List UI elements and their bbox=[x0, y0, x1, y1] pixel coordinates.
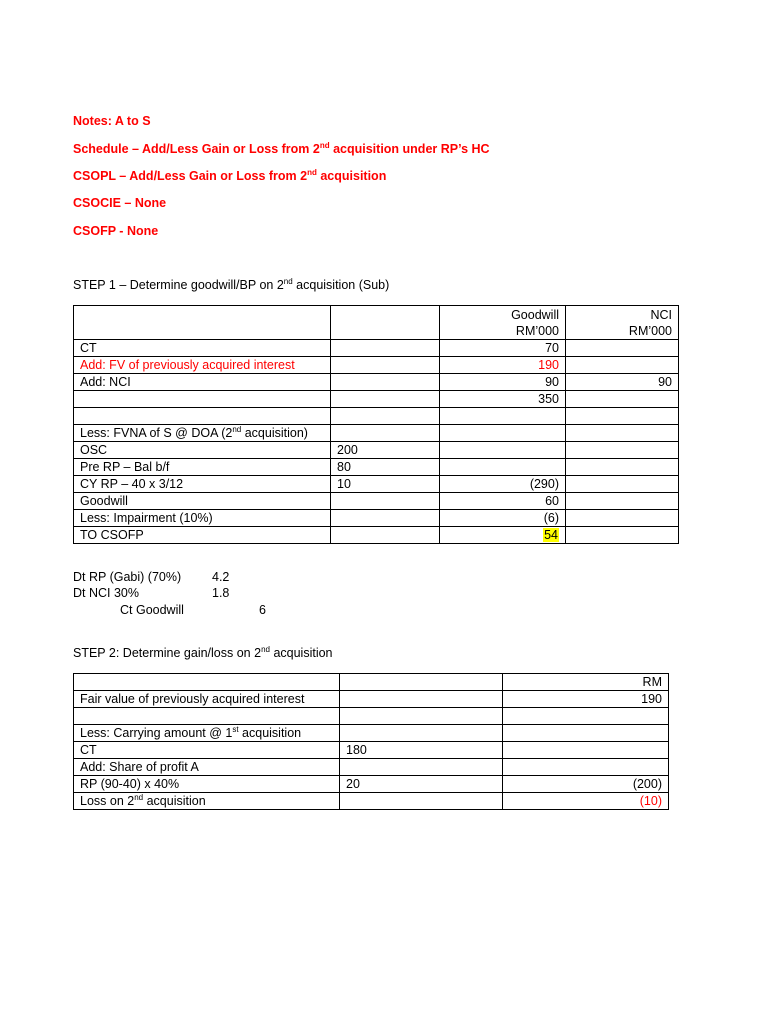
row-label-sup: nd bbox=[232, 424, 242, 434]
table-row bbox=[74, 742, 669, 759]
table-row bbox=[74, 493, 679, 510]
table-row bbox=[74, 391, 679, 408]
table-row bbox=[74, 510, 679, 527]
row-nci bbox=[566, 527, 679, 544]
row-label: CT bbox=[74, 340, 331, 357]
row-label-post: acquisition bbox=[238, 726, 302, 740]
row-label: CT bbox=[74, 742, 340, 759]
row-label-pre: Loss on 2 bbox=[80, 794, 135, 808]
entry-dr1-label: Dt RP (Gabi) (70%) bbox=[73, 570, 182, 584]
table-row bbox=[74, 459, 679, 476]
row-amount bbox=[331, 340, 440, 357]
goodwill-unit: RM’000 bbox=[515, 323, 559, 338]
row-amount: 80 bbox=[331, 459, 440, 476]
row-goodwill bbox=[440, 408, 566, 425]
note-line-3-pre: CSOPL – Add/Less Gain or Loss from 2 bbox=[73, 169, 308, 183]
row-nci bbox=[566, 510, 679, 527]
row-goodwill bbox=[440, 442, 566, 459]
row-label bbox=[74, 425, 331, 442]
table-row bbox=[74, 442, 679, 459]
step2-heading-sup: nd bbox=[261, 644, 270, 654]
note-line-5: CSOFP - None bbox=[73, 224, 159, 238]
step1-heading-pre: STEP 1 – Determine goodwill/BP on 2 bbox=[73, 278, 284, 292]
table-header-row bbox=[74, 674, 669, 691]
table-row bbox=[74, 340, 679, 357]
row-nci bbox=[566, 459, 679, 476]
table-row bbox=[74, 476, 679, 493]
header-cell-label bbox=[74, 306, 331, 340]
row-goodwill: (6) bbox=[440, 510, 566, 527]
row-label-pre: Less: FVNA of S @ DOA (2 bbox=[80, 426, 233, 440]
row-goodwill: 60 bbox=[440, 493, 566, 510]
table-header-row bbox=[74, 306, 679, 340]
row-label bbox=[74, 391, 331, 408]
note-line-4: CSOCIE – None bbox=[73, 196, 167, 210]
row-amount bbox=[331, 391, 440, 408]
row-amount bbox=[340, 708, 503, 725]
nci-header: NCI bbox=[650, 307, 672, 322]
row-value bbox=[503, 742, 669, 759]
row-nci bbox=[566, 391, 679, 408]
row-label: OSC bbox=[74, 442, 331, 459]
header-cell-label bbox=[74, 674, 340, 691]
row-label-post: acquisition) bbox=[241, 426, 308, 440]
step1-heading-post: acquisition (Sub) bbox=[292, 278, 390, 292]
note-line-2-post: acquisition under RP’s HC bbox=[329, 142, 490, 156]
row-label: Goodwill bbox=[74, 493, 331, 510]
step1-table bbox=[73, 305, 679, 544]
entry-cr-value: 6 bbox=[259, 603, 266, 617]
table-row bbox=[74, 776, 669, 793]
row-amount bbox=[340, 793, 503, 810]
note-line-2 bbox=[73, 142, 490, 156]
row-label: Add: Share of profit A bbox=[74, 759, 340, 776]
row-goodwill: 90 bbox=[440, 374, 566, 391]
note-line-3 bbox=[73, 169, 386, 183]
row-goodwill: 350 bbox=[440, 391, 566, 408]
entry-cr-label: Ct Goodwill bbox=[120, 603, 184, 617]
table-row bbox=[74, 425, 679, 442]
row-amount bbox=[340, 691, 503, 708]
table-row bbox=[74, 691, 669, 708]
row-nci bbox=[566, 493, 679, 510]
row-label bbox=[74, 408, 331, 425]
row-label: Add: FV of previously acquired interest bbox=[74, 357, 331, 374]
row-label-pre: Less: Carrying amount @ 1 bbox=[80, 726, 233, 740]
note-line-1: Notes: A to S bbox=[73, 114, 151, 128]
step1-heading-sup: nd bbox=[283, 276, 293, 286]
highlighted-total: 54 bbox=[544, 528, 558, 542]
row-amount bbox=[331, 374, 440, 391]
row-amount bbox=[340, 725, 503, 742]
table-row bbox=[74, 725, 669, 742]
header-cell-nci bbox=[566, 306, 679, 340]
goodwill-header: Goodwill bbox=[511, 307, 559, 322]
table-row bbox=[74, 793, 669, 810]
row-value: (200) bbox=[503, 776, 669, 793]
row-nci bbox=[566, 408, 679, 425]
row-goodwill bbox=[440, 425, 566, 442]
row-label: Less: Impairment (10%) bbox=[74, 510, 331, 527]
row-nci bbox=[566, 476, 679, 493]
row-amount: 200 bbox=[331, 442, 440, 459]
row-goodwill: 190 bbox=[440, 357, 566, 374]
row-nci: 90 bbox=[566, 374, 679, 391]
header-cell-goodwill bbox=[440, 306, 566, 340]
header-cell-rm: RM bbox=[503, 674, 669, 691]
header-cell-amount bbox=[331, 306, 440, 340]
row-label: TO CSOFP bbox=[74, 527, 331, 544]
row-label: Pre RP – Bal b/f bbox=[74, 459, 331, 476]
row-label: RP (90-40) x 40% bbox=[74, 776, 340, 793]
row-amount: 180 bbox=[340, 742, 503, 759]
nci-unit: RM’000 bbox=[628, 323, 672, 338]
entry-dr2-value: 1.8 bbox=[212, 586, 230, 600]
entry-dr2-label: Dt NCI 30% bbox=[73, 586, 139, 600]
entry-dr1-value: 4.2 bbox=[212, 570, 230, 584]
row-nci bbox=[566, 425, 679, 442]
step2-heading-pre: STEP 2: Determine gain/loss on 2 bbox=[73, 646, 262, 660]
row-value: (10) bbox=[503, 793, 669, 810]
row-goodwill bbox=[440, 459, 566, 476]
row-amount bbox=[331, 510, 440, 527]
row-label-post: acquisition bbox=[143, 794, 206, 808]
row-value bbox=[503, 759, 669, 776]
table-row bbox=[74, 527, 679, 544]
table-row bbox=[74, 708, 669, 725]
row-label-sup: nd bbox=[134, 792, 144, 802]
table-row bbox=[74, 357, 679, 374]
row-label-sup: st bbox=[232, 724, 239, 734]
table-row bbox=[74, 408, 679, 425]
row-nci bbox=[566, 340, 679, 357]
step1-heading bbox=[73, 278, 389, 292]
row-nci bbox=[566, 442, 679, 459]
row-label bbox=[74, 793, 340, 810]
row-label bbox=[74, 708, 340, 725]
row-nci bbox=[566, 357, 679, 374]
row-goodwill bbox=[440, 527, 566, 544]
row-amount bbox=[331, 425, 440, 442]
step2-heading bbox=[73, 646, 333, 660]
row-goodwill: (290) bbox=[440, 476, 566, 493]
row-amount bbox=[331, 493, 440, 510]
row-amount bbox=[331, 527, 440, 544]
note-line-3-post: acquisition bbox=[316, 169, 387, 183]
note-line-2-pre: Schedule – Add/Less Gain or Loss from 2 bbox=[73, 142, 320, 156]
row-label: Add: NCI bbox=[74, 374, 331, 391]
row-value bbox=[503, 708, 669, 725]
table-row bbox=[74, 374, 679, 391]
row-goodwill: 70 bbox=[440, 340, 566, 357]
note-line-3-sup: nd bbox=[307, 167, 317, 177]
row-label bbox=[74, 725, 340, 742]
note-line-2-sup: nd bbox=[319, 140, 330, 150]
row-amount bbox=[331, 408, 440, 425]
row-label: CY RP – 40 x 3/12 bbox=[74, 476, 331, 493]
row-value: 190 bbox=[503, 691, 669, 708]
row-amount bbox=[340, 759, 503, 776]
step2-heading-post: acquisition bbox=[269, 646, 333, 660]
step2-table bbox=[73, 673, 669, 810]
row-amount bbox=[331, 357, 440, 374]
row-amount: 20 bbox=[340, 776, 503, 793]
table-row bbox=[74, 759, 669, 776]
row-value bbox=[503, 725, 669, 742]
row-label: Fair value of previously acquired interest bbox=[74, 691, 340, 708]
header-cell-amount bbox=[340, 674, 503, 691]
row-amount: 10 bbox=[331, 476, 440, 493]
